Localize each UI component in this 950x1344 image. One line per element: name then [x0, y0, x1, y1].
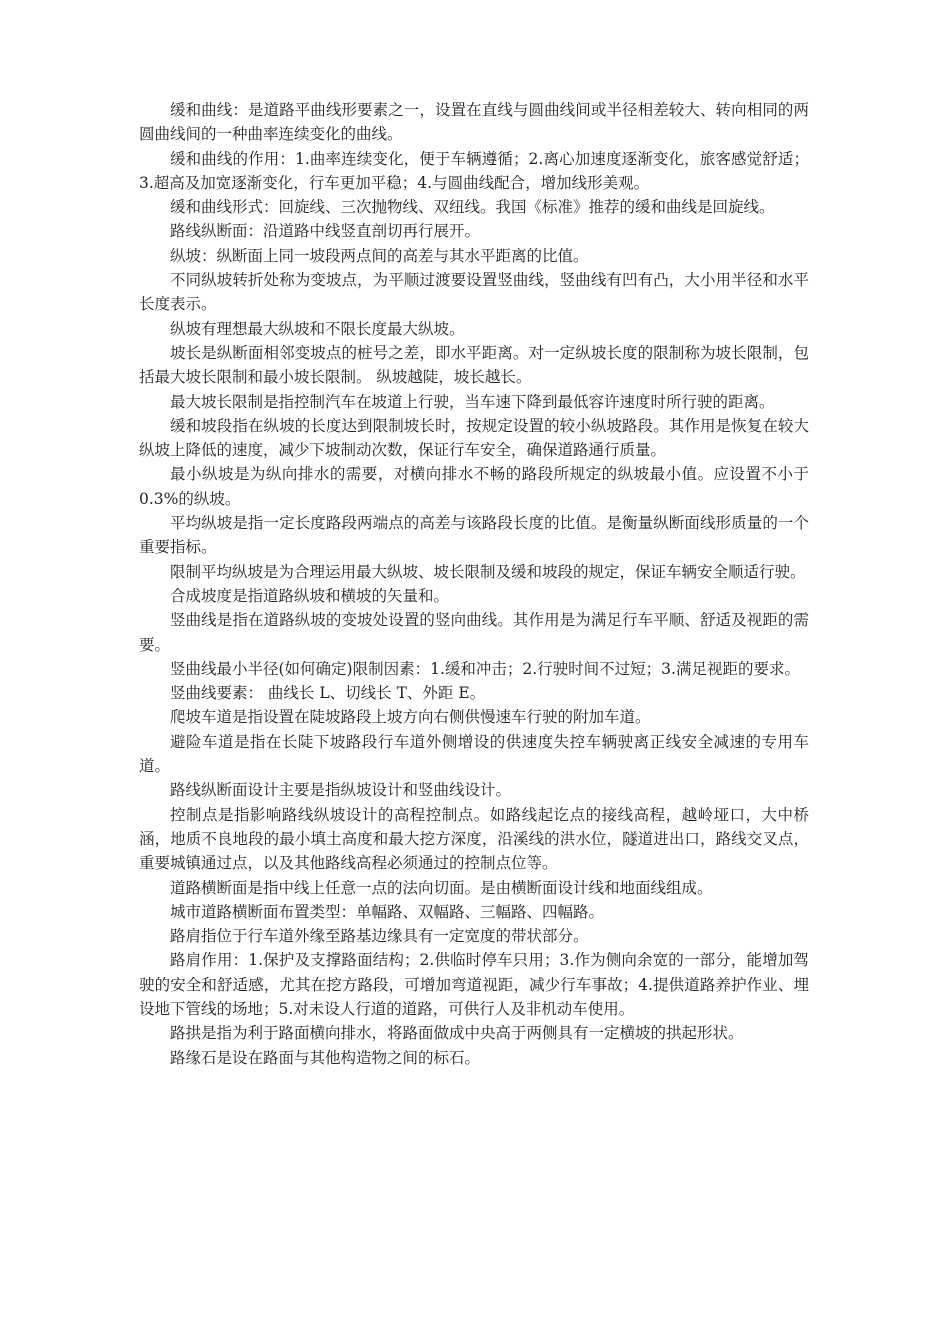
paragraph-transition-curve-function: 缓和曲线的作用：1.曲率连续变化，便于车辆遵循；2.离心加速度逐渐变化，旅客感觉舒适；3.超高及加宽逐渐变化，行车更加平稳；4.与圆曲线配合，增加线形美观。 — [139, 149, 809, 192]
paragraph-urban-cross-section-types: 城市道路横断面布置类型：单幅路、双幅路、三幅路、四幅路。 — [170, 902, 605, 921]
paragraph-shoulder-definition: 路肩指位于行车道外缘至路基边缘具有一定宽度的带状部分。 — [170, 927, 589, 946]
paragraph-curb-stone: 路缘石是设在路面与其他构造物之间的标石。 — [170, 1048, 481, 1067]
paragraph-road-crown: 路拱是指为利于路面横向排水，将路面做成中央高于两侧具有一定横坡的拱起形状。 — [170, 1024, 744, 1043]
paragraph-control-point: 控制点是指影响路线纵坡设计的高程控制点。如路线起讫点的接线高程，越岭垭口，大中桥涵，地质不良地段的最小填土高度和最大挖方深度，沿溪线的洪水位，隧道进出口，路线交叉点，重要城镇通过点，以及其他路线高程必须通过的控制点位等。 — [139, 805, 809, 873]
paragraph-climbing-lane: 爬坡车道是指设置在陡坡路段上坡方向右侧供慢速车行驶的附加车道。 — [170, 708, 651, 727]
paragraph-longitudinal-section: 路线纵断面：沿道路中线竖直剖切再行展开。 — [170, 222, 481, 241]
document-page — [139, 98, 809, 1070]
paragraph-cross-section: 道路横断面是指中线上任意一点的法向切面。是由横断面设计线和地面线组成。 — [170, 878, 713, 897]
paragraph-average-grade: 平均纵坡是指一定长度路段两端点的高差与该路段长度的比值。是衡量纵断面线形质量的一个重要指标。 — [139, 514, 809, 557]
paragraph-transition-curve-definition: 缓和曲线：是道路平曲线形要素之一，设置在直线与圆曲线间或半径相差较大、转向相同的两圆曲线间的一种曲率连续变化的曲线。 — [139, 101, 809, 144]
paragraph-transition-curve-forms: 缓和曲线形式：回旋线、三次抛物线、双纽线。我国《标准》推荐的缓和曲线是回旋线。 — [170, 198, 775, 217]
paragraph-combined-grade: 合成坡度是指道路纵坡和横坡的矢量和。 — [170, 586, 450, 605]
paragraph-max-grade-length: 最大坡长限制是指控制汽车在坡道上行驶，当车速下降到最低容许速度时所行驶的距离。 — [170, 392, 775, 411]
paragraph-longitudinal-grade: 纵坡：纵断面上同一坡段两点间的高差与其水平距离的比值。 — [170, 246, 589, 265]
paragraph-min-grade: 最小纵坡是为纵向排水的需要，对横向排水不畅的路段所规定的纵坡最小值。应设置不小于 0.3%的纵坡。 — [139, 465, 809, 508]
paragraph-grade-length: 坡长是纵断面相邻变坡点的桩号之差，即水平距离。对一定纵坡长度的限制称为坡长限制，包括最大坡长限制和最小坡长限制。 纵坡越陡，坡长越长。 — [139, 343, 809, 387]
paragraph-vertical-curve-elements: 竖曲线要素： 曲线长 L、切线长 T、外距 E。 — [170, 684, 486, 703]
paragraph-max-grade-types: 纵坡有理想最大纵坡和不限长度最大纵坡。 — [170, 319, 465, 338]
paragraph-profile-design: 路线纵断面设计主要是指纵坡设计和竖曲线设计。 — [170, 781, 512, 800]
paragraph-limited-average-grade: 限制平均纵坡是为合理运用最大纵坡、坡长限制及缓和坡段的规定，保证车辆安全顺适行驶。 — [170, 562, 806, 581]
paragraph-vertical-curve: 竖曲线是指在道路纵坡的变坡处设置的竖向曲线。其作用是为满足行车平顺、舒适及视距的需要。 — [139, 611, 809, 654]
paragraph-escape-lane: 避险车道是指在长陡下坡路段行车道外侧增设的供速度失控车辆驶离正线安全减速的专用车道。 — [139, 732, 809, 776]
paragraph-vertical-curve-min-radius: 竖曲线最小半径(如何确定)限制因素：1.缓和冲击；2.行驶时间不过短；3.满足视距的要求。 — [170, 659, 800, 678]
paragraph-easing-grade-section: 缓和坡段指在纵坡的长度达到限制坡长时，按规定设置的较小纵坡路段。其作用是恢复在较大纵坡上降低的速度，减少下坡制动次数，保证行车安全，确保道路通行质量。 — [139, 416, 809, 460]
paragraph-shoulder-function: 路肩作用：1.保护及支撑路面结构；2.供临时停车只用；3.作为侧向余宽的一部分，能增加驾驶的安全和舒适感，尤其在挖方路段，可增加弯道视距，减少行车事故；4.提供道路养护作业、埋设地下管线的场地；5.对未设人行道的道路，可供行人及非机动车使用。 — [139, 951, 809, 1018]
paragraph-grade-change-point: 不同纵坡转折处称为变坡点，为平顺过渡要设置竖曲线，竖曲线有凹有凸，大小用半径和水平长度表示。 — [139, 271, 809, 314]
